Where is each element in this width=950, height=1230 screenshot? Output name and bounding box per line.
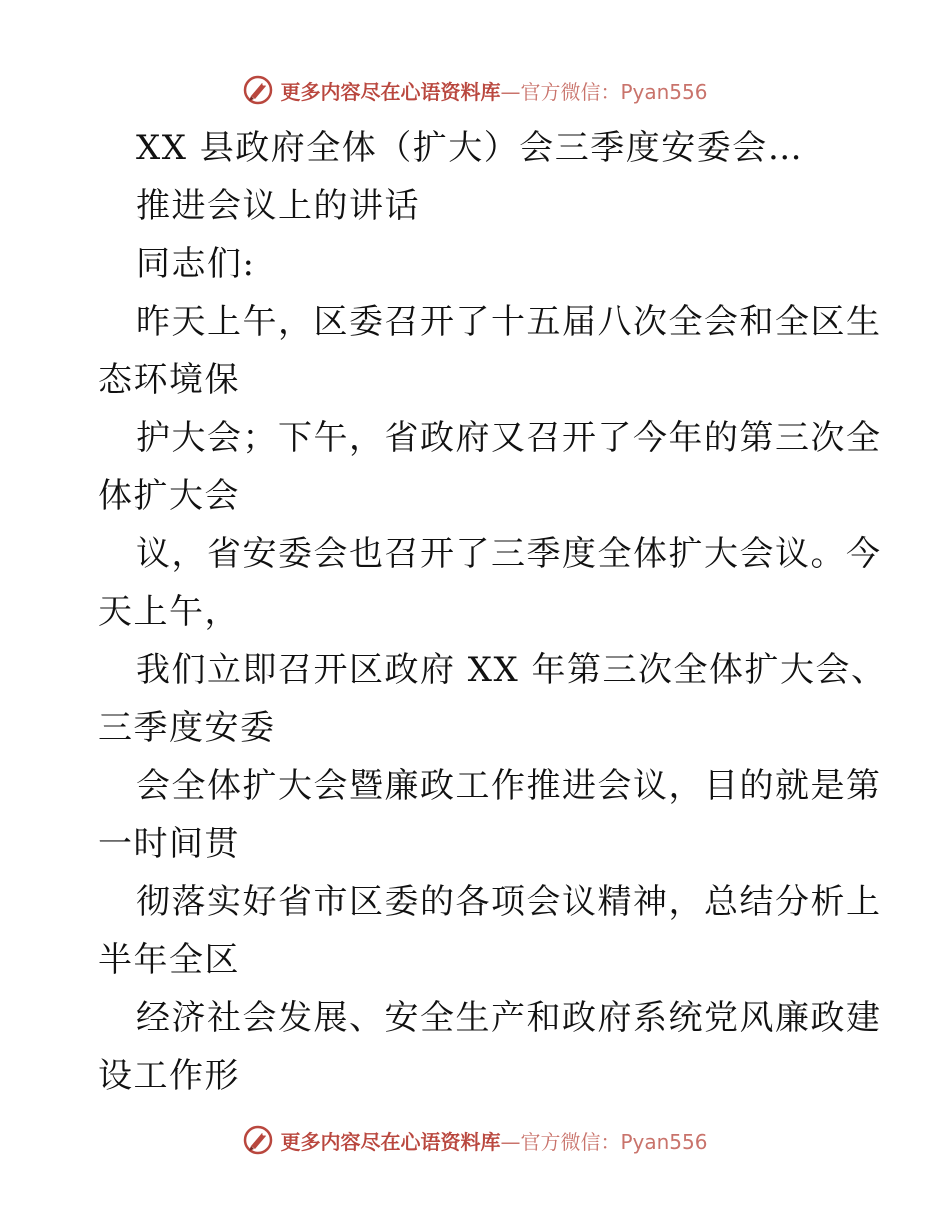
doc-line: 三季度安委 — [98, 708, 276, 748]
footer-contact: —官方微信：Pyan556 — [500, 1129, 708, 1154]
doc-line: 经济社会发展、安全生产和政府系统党风廉政建 — [136, 998, 882, 1038]
doc-line: 会全体扩大会暨廉政工作推进会议，目的就是第 — [136, 766, 882, 806]
footer-brand: 更多内容尽在心语资料库 — [280, 1129, 501, 1154]
doc-line: 一时间贯 — [98, 824, 240, 864]
doc-line: 天上午， — [98, 592, 240, 632]
doc-line: 设工作形 — [98, 1056, 240, 1096]
doc-line: 彻落实好省市区委的各项会议精神，总结分析上 — [136, 882, 882, 922]
doc-line: 体扩大会 — [98, 476, 240, 516]
pen-circle-icon — [242, 74, 274, 106]
doc-line: 护大会；下午，省政府又召开了今年的第三次全 — [136, 418, 882, 458]
header-brand: 更多内容尽在心语资料库 — [280, 79, 501, 104]
header-banner — [0, 70, 950, 110]
header-banner-text — [280, 76, 707, 105]
footer-banner-text — [280, 1126, 707, 1155]
doc-title-line-2: 推进会议上的讲话 — [136, 186, 420, 226]
doc-line: 态环境保 — [98, 360, 240, 400]
doc-line: 议，省安委会也召开了三季度全体扩大会议。今 — [136, 534, 882, 574]
doc-line: 半年全区 — [98, 940, 240, 980]
doc-line: 昨天上午，区委召开了十五届八次全会和全区生 — [136, 302, 882, 342]
footer-banner — [0, 1120, 950, 1160]
doc-title-line-1: XX 县政府全体（扩大）会三季度安委会… — [136, 128, 804, 168]
doc-salutation: 同志们: — [136, 244, 256, 284]
pen-circle-icon — [242, 1124, 274, 1156]
header-contact: —官方微信：Pyan556 — [500, 79, 708, 104]
doc-line: 我们立即召开区政府 XX 年第三次全体扩大会、 — [136, 650, 887, 690]
